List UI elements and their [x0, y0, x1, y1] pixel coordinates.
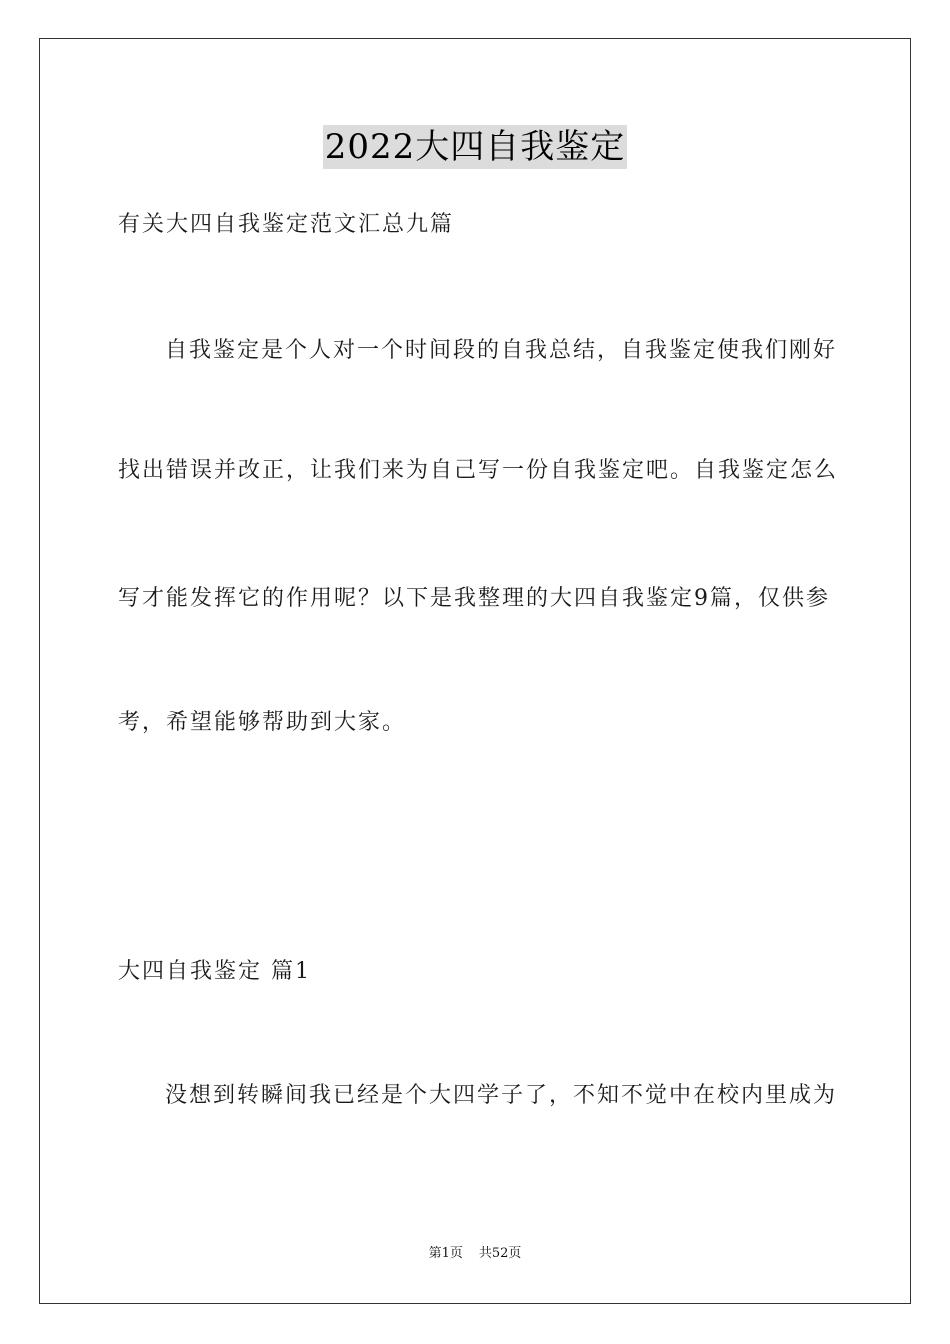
intro-line-3: 写才能发挥它的作用呢？以下是我整理的大四自我鉴定9篇，仅供参	[118, 586, 830, 611]
section-heading: 大四自我鉴定 篇1	[118, 959, 311, 984]
intro-line-2: 找出错误并改正，让我们来为自己写一份自我鉴定吧。自我鉴定怎么	[118, 458, 839, 483]
page-number: 第1页	[428, 1246, 463, 1261]
document-subtitle: 有关大四自我鉴定范文汇总九篇	[118, 212, 455, 237]
intro-line-1: 自我鉴定是个人对一个时间段的自我总结，自我鉴定使我们刚好	[165, 338, 838, 363]
page-footer	[0, 1245, 950, 1263]
title-container	[0, 125, 950, 169]
section-first-line: 没想到转瞬间我已经是个大四学子了，不知不觉中在校内里成为	[165, 1083, 838, 1108]
document-title: 2022大四自我鉴定	[324, 127, 626, 167]
page-total: 共52页	[478, 1246, 522, 1261]
intro-line-4: 考，希望能够帮助到大家。	[118, 710, 407, 735]
